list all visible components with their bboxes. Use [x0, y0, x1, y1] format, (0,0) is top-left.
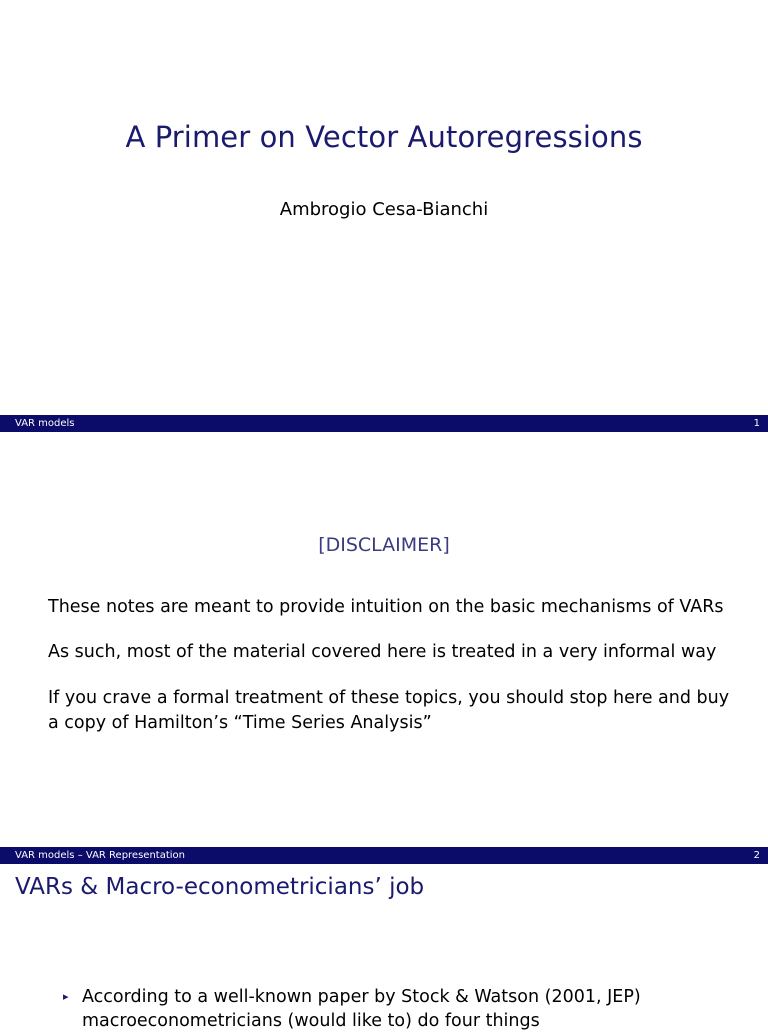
slide-heading: VARs & Macro-econometricians’ job	[15, 874, 425, 900]
footer-bar-slide-2	[0, 847, 768, 864]
footer-section-label: VAR models – VAR Representation	[15, 850, 185, 861]
disclaimer-paragraph-1: These notes are meant to provide intuition on the basic mechanisms of VARs	[48, 597, 724, 617]
footer-bar-slide-1	[0, 415, 768, 432]
triangle-bullet-icon: ▸	[63, 990, 69, 1003]
footer-page-number: 2	[753, 850, 760, 861]
disclaimer-heading: [DISCLAIMER]	[318, 534, 450, 556]
footer-page-number: 1	[753, 418, 760, 429]
bullet-text: According to a well-known paper by Stock & Watson (2001, JEP) macroeconometricians (would like to) do four things	[82, 987, 641, 1031]
slide-title: A Primer on Vector Autoregressions	[125, 120, 643, 154]
disclaimer-paragraph-3: If you crave a formal treatment of these topics, you should stop here and buy a copy of Hamilton’s “Time Series Analysis”	[48, 688, 730, 733]
disclaimer-paragraph-2: As such, most of the material covered here is treated in a very informal way	[48, 642, 717, 662]
slide-author: Ambrogio Cesa-Bianchi	[279, 199, 489, 220]
footer-section-label: VAR models	[15, 418, 75, 429]
